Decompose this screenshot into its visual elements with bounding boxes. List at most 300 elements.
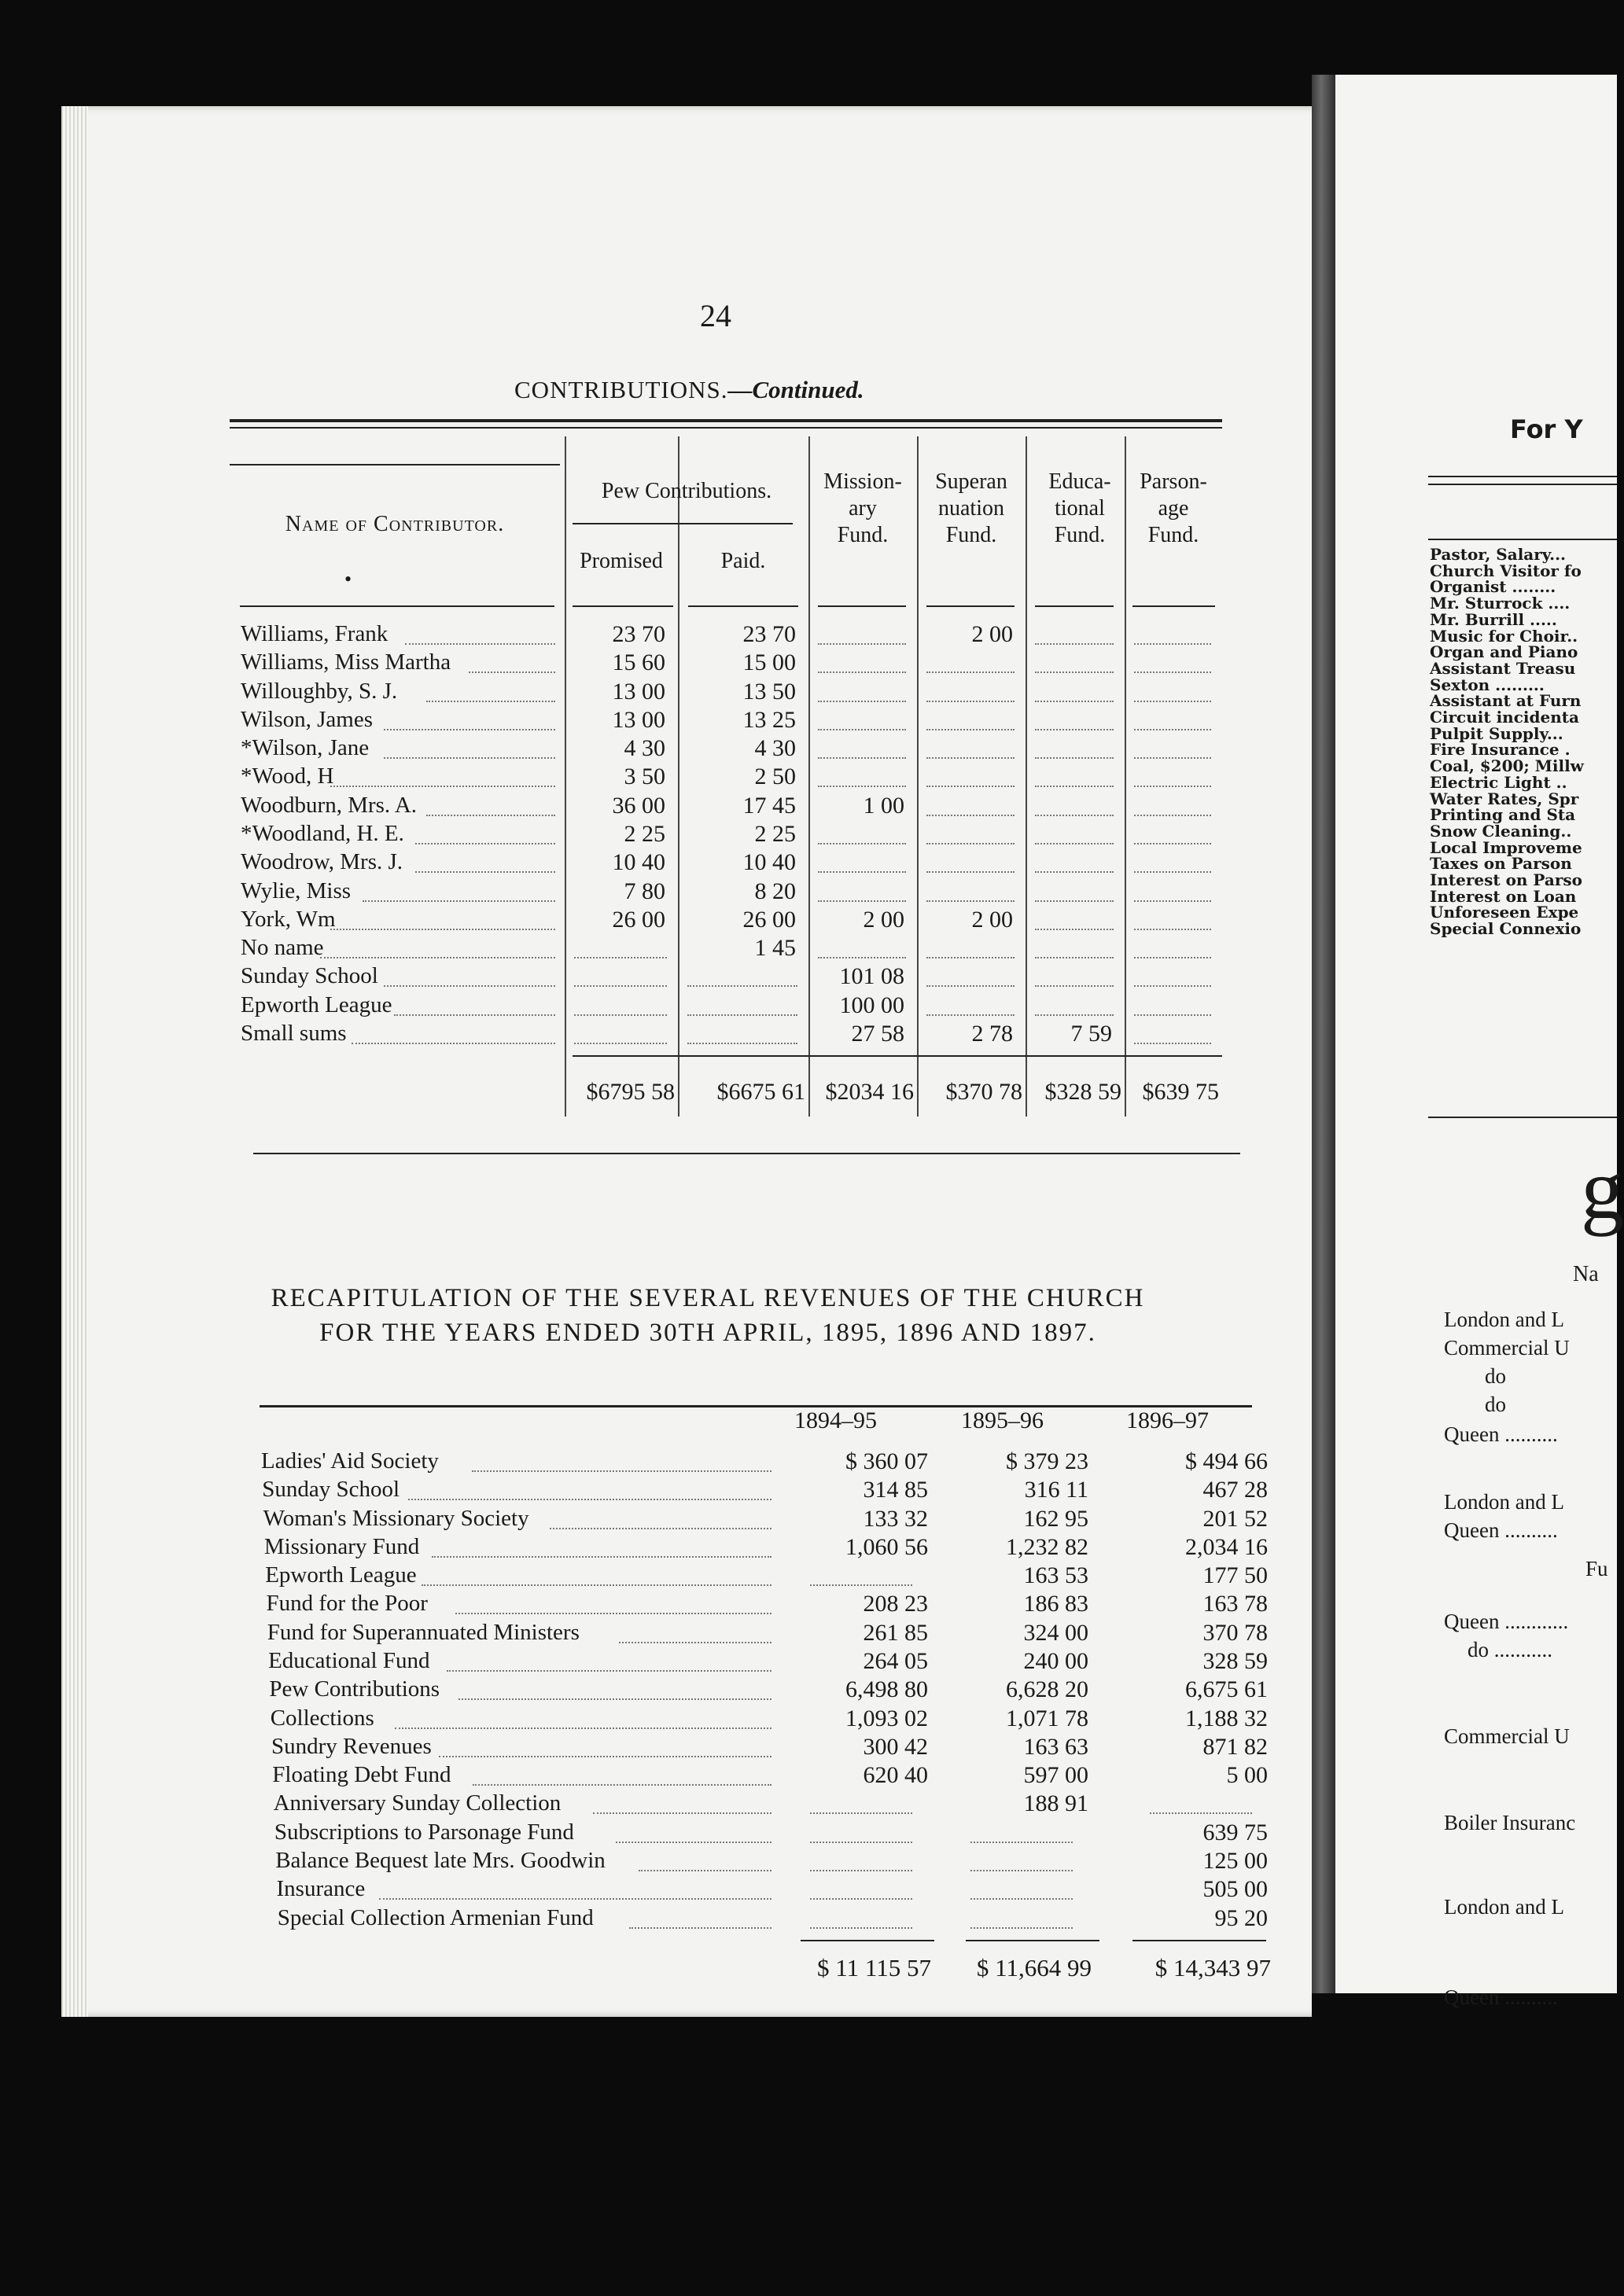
recap-empty-y1 (810, 1842, 912, 1843)
empty-cell-leader-paid (687, 1014, 797, 1016)
recap-y3: 370 78 (1202, 1619, 1268, 1646)
row-leader (330, 929, 555, 930)
contributor-name: Small sums (241, 1021, 347, 1047)
right-page-item: Pastor, Salary... (1430, 545, 1567, 564)
empty-cell-leader-educational (1035, 757, 1114, 759)
recap-y3: 871 82 (1202, 1733, 1268, 1760)
recap-leader (619, 1642, 771, 1643)
row-leader (426, 815, 556, 816)
recap-y1: 6,498 80 (845, 1676, 928, 1703)
year-header: 1896–97 (1126, 1407, 1209, 1433)
recap-label: Balance Bequest late Mrs. Goodwin (275, 1848, 606, 1874)
right-page-lower-item: do ........... (1467, 1638, 1552, 1661)
empty-cell-leader-educational (1035, 957, 1114, 959)
recap-label: Ladies' Aid Society (261, 1448, 439, 1474)
header-under-rule (688, 605, 798, 607)
recap-y2: 163 63 (1023, 1733, 1088, 1760)
recap-leader (432, 1556, 771, 1558)
recap-leader (473, 1784, 771, 1786)
recap-leader (422, 1584, 771, 1586)
recap-empty-y2 (970, 1870, 1073, 1871)
empty-cell-leader-parsonage (1134, 843, 1211, 844)
header-educational-line: Educa- (1048, 469, 1111, 494)
column-divider-paid (678, 523, 679, 1117)
recap-empty-y2 (970, 1927, 1073, 1929)
empty-cell-leader-superan (926, 1014, 1015, 1016)
recap-leader (593, 1812, 771, 1814)
cell-superan: 2 78 (971, 1021, 1013, 1047)
right-page-lower-item: Queen .......... (1444, 1518, 1558, 1542)
recap-empty-y2 (970, 1842, 1073, 1843)
right-page-lower-item: Fu (1585, 1557, 1608, 1580)
header-missionary-line: Fund. (837, 523, 889, 547)
row-leader (415, 843, 555, 844)
recap-empty-y1 (810, 1927, 912, 1929)
recap-leader (458, 1698, 771, 1700)
empty-cell-leader-missionary (818, 900, 906, 902)
right-page-item: Organ and Piano (1430, 642, 1578, 662)
right-page-item: Assistant at Furn (1430, 691, 1582, 711)
recap-y1: 300 42 (863, 1733, 928, 1760)
empty-cell-leader-superan (926, 729, 1015, 730)
header-under-rule (240, 605, 554, 607)
header-under-rule (926, 605, 1015, 607)
recap-total-y2: $ 11,664 99 (976, 1953, 1092, 1981)
row-leader (352, 1043, 555, 1044)
cell-paid: 8 20 (754, 878, 796, 904)
totals-rule (573, 1055, 1222, 1057)
right-page-lower-item: London and L (1444, 1895, 1564, 1919)
cell-promised: 15 60 (612, 649, 665, 676)
total-educational: $328 59 (1044, 1079, 1121, 1105)
recap-y3: 6,675 61 (1185, 1676, 1268, 1703)
contributor-name: *Wood, H (241, 763, 334, 789)
contributions-title-text: CONTRIBUTIONS. (514, 376, 728, 403)
recap-empty-y2 (970, 1898, 1073, 1900)
right-page-item: Printing and Sta (1430, 805, 1576, 825)
recap-empty-y3 (1150, 1812, 1252, 1814)
empty-cell-leader-superan (926, 900, 1015, 902)
cell-promised: 13 00 (612, 706, 665, 733)
right-page-heading: For Y (1510, 414, 1583, 444)
right-page-item: Organist ........ (1430, 577, 1556, 597)
empty-cell-leader-promised (574, 1043, 667, 1044)
empty-cell-leader-educational (1035, 843, 1114, 844)
recap-label: Woman's Missionary Society (263, 1505, 529, 1531)
total-superan: $370 78 (945, 1079, 1022, 1105)
table-top-rule-thin (230, 427, 1222, 429)
cell-promised: 2 25 (624, 821, 665, 848)
header-parsonage-line: Parson- (1140, 469, 1207, 494)
cell-paid: 10 40 (742, 849, 796, 876)
right-page-lower-item: London and L (1444, 1490, 1564, 1514)
recap-label: Sundry Revenues (271, 1733, 432, 1759)
recap-empty-y1 (810, 1898, 912, 1900)
right-page-lower-item: London and L (1444, 1308, 1564, 1331)
right-page-lower-item: Commercial U (1444, 1724, 1570, 1748)
contributor-name: York, Wm (241, 906, 336, 932)
empty-cell-leader-superan (926, 757, 1015, 759)
recap-label: Sunday School (262, 1477, 400, 1503)
recap-y1: 1,093 02 (845, 1705, 928, 1731)
recap-leader (550, 1528, 771, 1529)
recap-y1: 264 05 (863, 1648, 928, 1675)
row-leader (363, 900, 556, 902)
cell-missionary: 101 08 (839, 963, 904, 990)
cell-promised: 36 00 (612, 792, 665, 819)
empty-cell-leader-missionary (818, 729, 906, 730)
right-page-lower-item: do (1485, 1393, 1506, 1416)
right-page-lower-item: Commercial U (1444, 1336, 1570, 1360)
right-page-item: Electric Light .. (1430, 772, 1567, 792)
header-superan-line: Fund. (945, 523, 997, 547)
recap-label: Epworth League (265, 1562, 417, 1588)
header-superan-line: Superan (935, 469, 1007, 494)
recap-top-rule (260, 1405, 1252, 1407)
contributor-name: Williams, Frank (241, 621, 389, 646)
table-top-rule (230, 419, 1222, 422)
contributor-name: *Wilson, Jane (241, 735, 370, 761)
cell-paid: 26 00 (742, 906, 796, 933)
recap-y2: $ 379 23 (1006, 1448, 1088, 1474)
cell-paid: 15 00 (742, 649, 796, 676)
cell-paid: 13 50 (742, 678, 796, 705)
empty-cell-leader-parsonage (1134, 929, 1211, 930)
recap-y3: 639 75 (1202, 1819, 1268, 1845)
right-page-lower-item: Queen .......... (1444, 1985, 1558, 2009)
empty-cell-leader-parsonage (1134, 1043, 1211, 1044)
recap-leader (447, 1670, 771, 1672)
cell-paid: 13 25 (742, 706, 796, 733)
right-page-lower-item: Queen .......... (1444, 1422, 1558, 1446)
cell-paid: 4 30 (754, 735, 796, 762)
total-missionary: $2034 16 (825, 1079, 914, 1105)
empty-cell-leader-parsonage (1134, 900, 1211, 902)
header-superan-line: nuation (938, 496, 1004, 521)
header-under-rule (1132, 605, 1215, 607)
recap-y3: 5 00 (1226, 1762, 1268, 1789)
empty-cell-leader-parsonage (1134, 815, 1211, 816)
recap-y2: 188 91 (1023, 1790, 1088, 1817)
right-page-item: Interest on Parso (1430, 870, 1583, 889)
contributor-name: Woodburn, Mrs. A. (241, 792, 418, 818)
empty-cell-leader-parsonage (1134, 672, 1211, 673)
empty-cell-leader-educational (1035, 900, 1114, 902)
recap-leader (395, 1728, 772, 1729)
recap-label: Insurance (276, 1876, 366, 1902)
recap-leader (408, 1499, 771, 1500)
recap-title-line1: RECAPITULATION OF THE SEVERAL REVENUES OF THE CHURCH (271, 1284, 1145, 1312)
recap-total-y3: $ 14,343 97 (1154, 1953, 1271, 1981)
row-leader (320, 957, 556, 959)
recap-y2: 597 00 (1023, 1762, 1088, 1789)
empty-cell-leader-parsonage (1134, 1014, 1211, 1016)
recap-y3: 328 59 (1202, 1648, 1268, 1675)
empty-cell-leader-educational (1035, 871, 1114, 873)
cell-missionary: 1 00 (863, 792, 904, 819)
right-page-item: Sexton ......... (1430, 675, 1545, 694)
empty-cell-leader-superan (926, 985, 1015, 987)
right-page-item: Water Rates, Spr (1430, 789, 1579, 808)
recap-label: Subscriptions to Parsonage Fund (274, 1819, 574, 1845)
right-page-item: Local Improveme (1430, 837, 1582, 857)
contributor-name: Woodrow, Mrs. J. (241, 849, 403, 875)
recap-y3: 95 20 (1214, 1904, 1268, 1931)
right-page-item: Fire Insurance . (1430, 740, 1571, 760)
recap-label: Anniversary Sunday Collection (273, 1790, 562, 1816)
right-rule-2 (1428, 484, 1617, 485)
right-page-lower-item: do (1485, 1364, 1506, 1388)
cell-paid: 1 45 (754, 935, 796, 962)
row-leader (469, 672, 556, 673)
right-page-lower-label: Na (1573, 1262, 1599, 1286)
empty-cell-leader-missionary (818, 701, 906, 702)
header-parsonage-line: age (1158, 496, 1189, 521)
cell-missionary: 27 58 (851, 1021, 904, 1047)
contributor-name: Wylie, Miss (241, 878, 352, 903)
cell-paid: 23 70 (742, 621, 796, 647)
recap-y2: 186 83 (1023, 1591, 1088, 1617)
recap-leader (379, 1898, 771, 1900)
empty-cell-leader-educational (1035, 701, 1114, 702)
empty-cell-leader-superan (926, 701, 1015, 702)
recap-y3: 177 50 (1202, 1562, 1268, 1589)
right-page-lower-item: Queen ............ (1444, 1610, 1569, 1633)
header-under-rule (1035, 605, 1114, 607)
recap-y1: 1,060 56 (845, 1533, 928, 1560)
page-number: 24 (700, 298, 731, 333)
right-page-item: Snow Cleaning.. (1430, 821, 1572, 841)
right-page-item: Music for Choir.. (1430, 626, 1578, 646)
header-paid: Paid. (720, 549, 766, 573)
header-missionary-line: Mission- (823, 469, 902, 494)
empty-cell-leader-parsonage (1134, 957, 1211, 959)
cell-paid: 17 45 (742, 792, 796, 819)
recap-y1: 208 23 (863, 1591, 928, 1617)
recap-y2: 1,071 78 (1006, 1705, 1088, 1731)
recap-y3: 125 00 (1202, 1848, 1268, 1875)
right-page-item: Special Connexio (1430, 919, 1582, 939)
right-page-item: Unforeseen Expe (1430, 903, 1579, 922)
cell-promised: 4 30 (624, 735, 665, 762)
contributor-name: Williams, Miss Martha (241, 649, 451, 675)
empty-cell-leader-promised (574, 1014, 667, 1016)
cell-promised: 26 00 (612, 906, 665, 933)
empty-cell-leader-missionary (818, 871, 906, 873)
recap-y2: 316 11 (1024, 1477, 1088, 1503)
recap-y3: 201 52 (1202, 1505, 1268, 1532)
recap-empty-y1 (810, 1870, 912, 1871)
total-parsonage: $639 75 (1142, 1079, 1219, 1105)
recap-title-line2: FOR THE YEARS ENDED 30TH APRIL, 1895, 1896 AND 1897. (319, 1319, 1096, 1347)
contributions-title (514, 376, 864, 404)
recap-y3: 467 28 (1202, 1477, 1268, 1503)
header-pew: Pew Contributions. (601, 479, 772, 503)
year-header: 1895–96 (961, 1407, 1044, 1433)
empty-cell-leader-missionary (818, 957, 906, 959)
right-page-item: Circuit incidenta (1430, 708, 1579, 727)
header-under-rule (818, 605, 906, 607)
recap-leader (616, 1842, 771, 1843)
recap-empty-y1 (810, 1812, 912, 1814)
cell-promised: 3 50 (624, 763, 665, 790)
header-missionary-line: ary (849, 496, 877, 521)
recap-y3: 163 78 (1202, 1591, 1268, 1617)
right-rule-1 (1428, 476, 1617, 477)
recap-y2: 1,232 82 (1006, 1533, 1088, 1560)
recap-y2: 162 95 (1023, 1505, 1088, 1532)
recap-y2: 324 00 (1023, 1619, 1088, 1646)
recap-leader (629, 1927, 771, 1929)
empty-cell-leader-educational (1035, 786, 1114, 787)
recap-y1: 620 40 (863, 1762, 928, 1789)
right-page-item: Assistant Treasu (1430, 658, 1576, 678)
empty-cell-leader-parsonage (1134, 871, 1211, 873)
right-rule-3 (1428, 539, 1617, 540)
recap-y3: 2,034 16 (1185, 1533, 1268, 1560)
header-parsonage-line: Fund. (1147, 523, 1199, 547)
recap-total-rule (966, 1940, 1099, 1941)
cell-promised: 23 70 (612, 621, 665, 647)
contributor-name: Willoughby, S. J. (241, 678, 398, 704)
empty-cell-leader-educational (1035, 643, 1114, 645)
right-page-item: Pulpit Supply... (1430, 723, 1563, 743)
header-pew-rule (573, 523, 793, 524)
right-page (1335, 75, 1624, 2009)
empty-cell-leader-superan (926, 815, 1015, 816)
cell-paid: 2 50 (754, 763, 796, 790)
empty-cell-leader-parsonage (1134, 701, 1211, 702)
empty-cell-leader-superan (926, 871, 1015, 873)
empty-cell-leader-parsonage (1134, 757, 1211, 759)
empty-cell-leader-paid (687, 985, 797, 987)
recap-total-y1: $ 11 115 57 (817, 1953, 931, 1981)
table-bottom-rule (253, 1153, 1240, 1154)
recap-total-rule (1132, 1940, 1266, 1941)
empty-cell-leader-superan (926, 786, 1015, 787)
empty-cell-leader-superan (926, 843, 1015, 844)
empty-cell-leader-missionary (818, 643, 906, 645)
recap-label: Missionary Fund (263, 1533, 420, 1559)
empty-cell-leader-missionary (818, 672, 906, 673)
row-leader (384, 729, 556, 730)
cell-paid: 2 25 (754, 821, 796, 848)
empty-cell-leader-superan (926, 957, 1015, 959)
empty-cell-leader-missionary (818, 786, 906, 787)
empty-cell-leader-parsonage (1134, 985, 1211, 987)
empty-cell-leader-missionary (818, 843, 906, 844)
right-page-item: Mr. Burrill ..... (1430, 609, 1557, 629)
cell-educational: 7 59 (1070, 1021, 1112, 1047)
row-leader (394, 1014, 555, 1016)
recap-total-rule (801, 1940, 934, 1941)
right-page-glyph: g (1581, 1141, 1624, 1237)
empty-cell-leader-educational (1035, 729, 1114, 730)
empty-cell-leader-educational (1035, 815, 1114, 816)
cell-superan: 2 00 (971, 621, 1013, 647)
recap-empty-y1 (810, 1584, 912, 1586)
header-educational-line: Fund. (1054, 523, 1106, 547)
right-page-item: Taxes on Parson (1430, 854, 1572, 874)
recap-y1: 133 32 (863, 1505, 928, 1532)
cell-superan: 2 00 (971, 906, 1013, 933)
row-leader (405, 643, 556, 645)
header-rule-left (230, 464, 560, 465)
recap-leader (455, 1613, 771, 1614)
page-edges (61, 106, 88, 2017)
empty-cell-leader-educational (1035, 929, 1114, 930)
cell-promised: 13 00 (612, 678, 665, 705)
contributor-name: Wilson, James (241, 706, 373, 732)
empty-cell-leader-paid (687, 1043, 797, 1044)
recap-y1: 261 85 (863, 1619, 928, 1646)
recap-y3: $ 494 66 (1185, 1448, 1268, 1474)
recap-label: Floating Debt Fund (272, 1762, 451, 1788)
contributor-name: *Woodland, H. E. (241, 821, 404, 847)
recap-y1: $ 360 07 (845, 1448, 928, 1474)
header-promised: Promised (580, 549, 663, 573)
recap-label: Collections (270, 1705, 374, 1731)
recap-leader (439, 1756, 771, 1757)
header-name: Name of Contributor. (285, 512, 505, 536)
year-header: 1894–95 (794, 1407, 877, 1433)
recap-label: Fund for Superannuated Ministers (267, 1619, 580, 1645)
row-leader (330, 786, 555, 787)
empty-cell-leader-parsonage (1134, 786, 1211, 787)
right-page-lower-item: Boiler Insuranc (1444, 1811, 1576, 1834)
header-bullet: • (344, 568, 352, 591)
recap-y1: 314 85 (863, 1477, 928, 1503)
contributor-name: Sunday School (241, 963, 378, 989)
recap-label: Pew Contributions (269, 1676, 440, 1702)
recap-label: Educational Fund (268, 1648, 430, 1674)
recap-y2: 6,628 20 (1006, 1676, 1088, 1703)
recap-label: Fund for the Poor (266, 1591, 428, 1617)
empty-cell-leader-parsonage (1134, 729, 1211, 730)
recap-y2: 163 53 (1023, 1562, 1088, 1589)
row-leader (415, 871, 555, 873)
recap-leader (639, 1870, 771, 1871)
recap-label: Special Collection Armenian Fund (277, 1904, 594, 1930)
cell-missionary: 2 00 (863, 906, 904, 933)
empty-cell-leader-superan (926, 672, 1015, 673)
recap-y3: 505 00 (1202, 1876, 1268, 1903)
cell-promised: 7 80 (624, 878, 665, 904)
contributions-title-suffix: —Continued. (727, 376, 864, 403)
right-page-item: Mr. Sturrock .... (1430, 594, 1571, 613)
recap-leader (472, 1470, 771, 1472)
right-page-item: Interest on Loan (1430, 886, 1577, 906)
empty-cell-leader-promised (574, 985, 667, 987)
header-educational-line: tional (1055, 496, 1105, 521)
total-paid: $6675 61 (716, 1079, 805, 1105)
empty-cell-leader-educational (1035, 985, 1114, 987)
recap-y2: 240 00 (1023, 1648, 1088, 1675)
right-rule-4 (1428, 1117, 1617, 1118)
total-promised: $6795 58 (586, 1079, 675, 1105)
empty-cell-leader-missionary (818, 757, 906, 759)
book-spine (1312, 75, 1335, 1993)
row-leader (384, 985, 556, 987)
row-leader (384, 757, 556, 759)
header-under-rule (573, 605, 673, 607)
right-page-item: Church Visitor fo (1430, 561, 1582, 580)
recap-y3: 1,188 32 (1185, 1705, 1268, 1731)
contributor-name: Epworth League (241, 992, 392, 1017)
row-leader (426, 701, 556, 702)
contributor-name: No name (241, 935, 324, 961)
cell-missionary: 100 00 (839, 992, 904, 1018)
